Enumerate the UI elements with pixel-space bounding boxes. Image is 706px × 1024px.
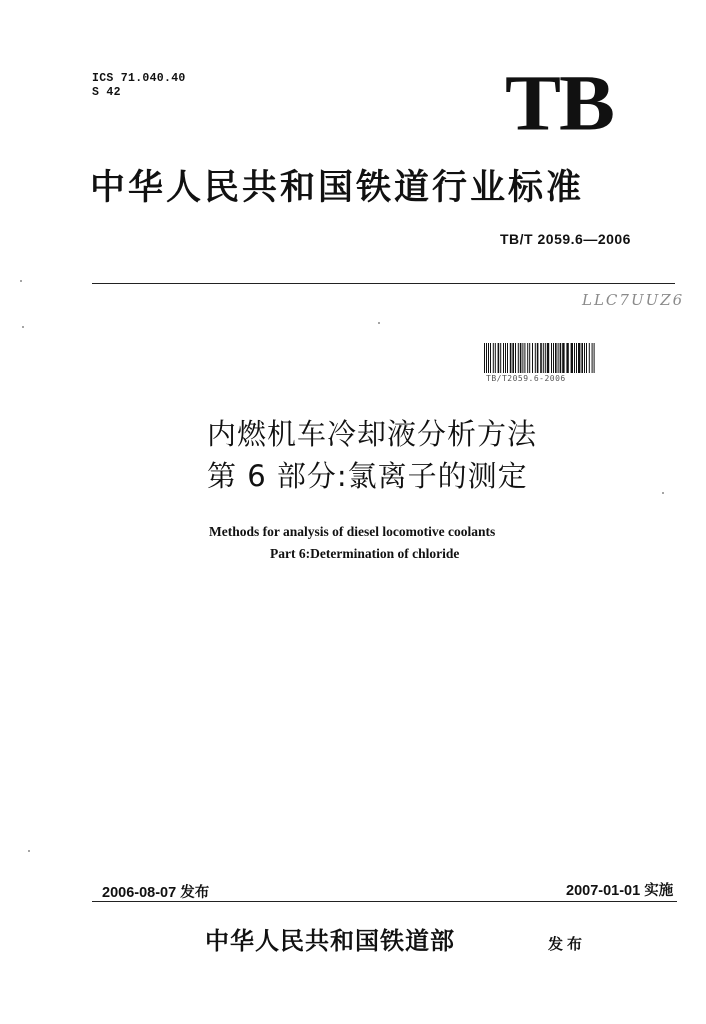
barcode	[484, 343, 596, 373]
issuer-action: 发布	[548, 936, 587, 953]
barcode-bar	[592, 343, 593, 373]
issuing-authority: 中华人民共和国铁道部	[205, 926, 455, 955]
barcode-bar	[520, 343, 522, 373]
barcode-bar	[537, 343, 539, 373]
scan-speck	[378, 322, 380, 324]
ccs-code: S 42	[92, 86, 121, 99]
barcode-bar	[562, 343, 564, 373]
implementation-date: 2007-01-01 实施	[566, 883, 674, 899]
standard-code: TB/T 2059.6—2006	[500, 231, 631, 247]
barcode-bar	[594, 343, 595, 373]
serial-stamp: LLC7UUZ6	[582, 291, 685, 309]
barcode-bar	[524, 343, 525, 373]
barcode-bar	[571, 343, 573, 373]
barcode-bar	[578, 343, 580, 373]
barcode-bar	[490, 343, 491, 373]
barcode-bar	[586, 343, 587, 373]
ics-code: ICS 71.040.40	[92, 72, 186, 85]
barcode-bar	[515, 343, 516, 373]
barcode-bar	[574, 343, 575, 373]
barcode-bar	[551, 343, 552, 373]
barcode-bar	[518, 343, 519, 373]
barcode-bar	[505, 343, 506, 373]
barcode-bar	[547, 343, 549, 373]
barcode-bar	[553, 343, 554, 373]
barcode-bar	[522, 343, 523, 373]
barcode-bar	[545, 343, 546, 373]
barcode-bar	[498, 343, 500, 373]
barcode-bar	[503, 343, 504, 373]
barcode-bar	[527, 343, 528, 373]
barcode-bar	[507, 343, 508, 373]
barcode-bar	[532, 343, 533, 373]
classification-codes	[92, 72, 186, 100]
barcode-bar	[512, 343, 514, 373]
barcode-bar	[500, 343, 501, 373]
barcode-bar	[543, 343, 544, 373]
barcode-bar	[488, 343, 489, 373]
barcode-bar	[510, 343, 512, 373]
barcode-bar	[486, 343, 487, 373]
barcode-bar	[558, 343, 559, 373]
barcode-bar	[529, 343, 530, 373]
document-title-zh-line2: 第 6 部分:氯离子的测定	[207, 459, 528, 493]
barcode-bar	[589, 343, 590, 373]
barcode-bar	[584, 343, 585, 373]
barcode-bar	[555, 343, 557, 373]
barcode-bar	[484, 343, 485, 373]
barcode-bar	[493, 343, 494, 373]
barcode-bar	[560, 343, 562, 373]
issue-date: 2006-08-07 发布	[102, 885, 210, 901]
barcode-bar	[576, 343, 577, 373]
barcode-bar	[495, 343, 496, 373]
barcode-bar	[540, 343, 542, 373]
barcode-bar	[581, 343, 583, 373]
scan-speck	[20, 280, 22, 282]
bottom-divider	[92, 901, 677, 902]
document-title-zh-line1: 内燃机车冷却液分析方法	[207, 417, 538, 451]
standard-category-title: 中华人民共和国铁道行业标准	[90, 167, 585, 208]
document-title-en-line1: Methods for analysis of diesel locomotive coolants	[209, 524, 496, 539]
tb-logo: TB	[505, 59, 614, 148]
barcode-text: TB/T2059.6-2006	[486, 374, 566, 383]
scan-speck	[28, 850, 30, 852]
scan-speck	[22, 326, 24, 328]
document-title-en-line2: Part 6:Determination of chloride	[270, 546, 460, 561]
barcode-bar	[566, 343, 568, 373]
barcode-bar	[535, 343, 536, 373]
scan-speck	[662, 492, 664, 494]
top-divider	[92, 283, 675, 284]
